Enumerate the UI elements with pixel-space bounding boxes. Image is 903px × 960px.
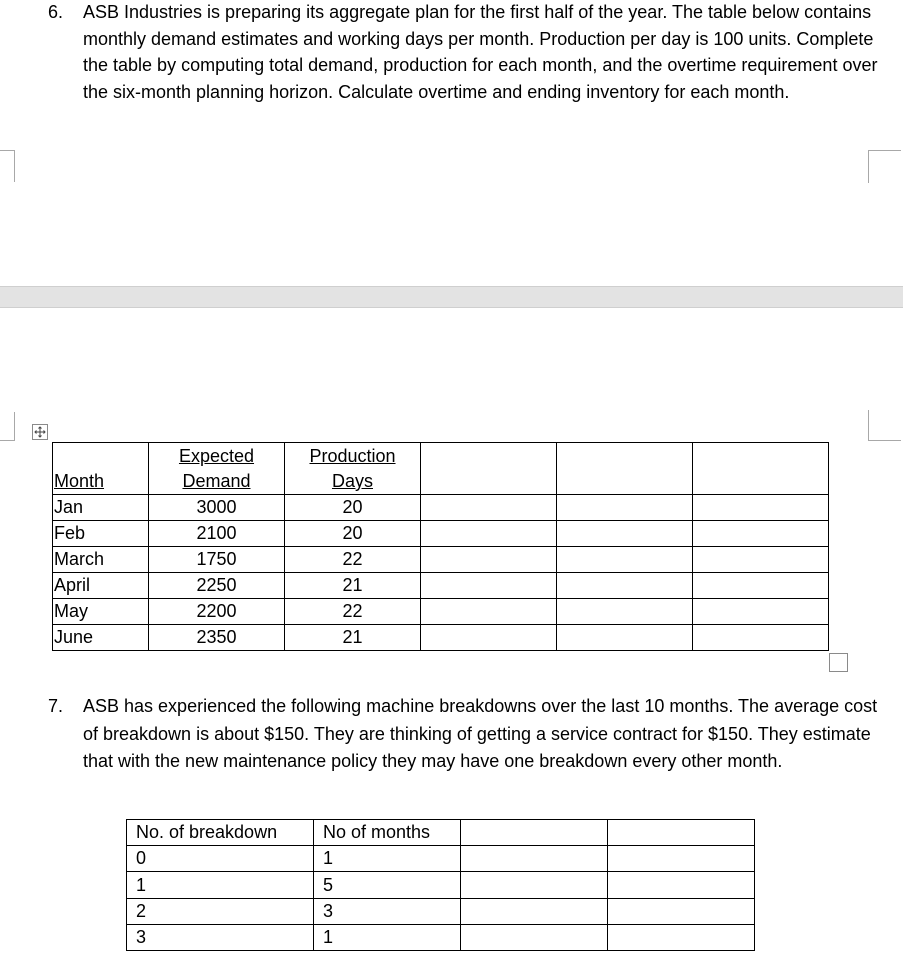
- month-cell: May: [53, 599, 149, 625]
- empty-cell[interactable]: [421, 547, 557, 573]
- header-breakdowns: No. of breakdown: [127, 820, 314, 846]
- question-7-number: 7.: [48, 696, 64, 716]
- table-row: [53, 573, 829, 599]
- table-header-row: [53, 443, 829, 495]
- demand-cell: 1750: [149, 547, 285, 573]
- month-cell: June: [53, 625, 149, 651]
- table-row: [53, 625, 829, 651]
- crop-mark-top-left: [0, 150, 15, 182]
- days-cell: 21: [285, 573, 421, 599]
- demand-cell: 3000: [149, 495, 285, 521]
- empty-cell[interactable]: [461, 898, 608, 924]
- empty-cell[interactable]: [421, 495, 557, 521]
- breakdowns-cell: 1: [127, 872, 314, 898]
- table-row: [127, 872, 755, 898]
- breakdown-table: [126, 819, 755, 951]
- empty-cell[interactable]: [421, 625, 557, 651]
- empty-cell[interactable]: [557, 547, 693, 573]
- header-expected-demand: Expected Demand: [149, 443, 285, 495]
- table-move-handle-icon[interactable]: [32, 424, 48, 440]
- empty-cell[interactable]: [693, 495, 829, 521]
- empty-cell[interactable]: [421, 443, 557, 495]
- empty-cell[interactable]: [693, 599, 829, 625]
- demand-cell: 2100: [149, 521, 285, 547]
- empty-cell[interactable]: [461, 924, 608, 950]
- months-cell: 3: [314, 898, 461, 924]
- empty-cell[interactable]: [608, 924, 755, 950]
- table-row: [53, 599, 829, 625]
- empty-cell[interactable]: [557, 443, 693, 495]
- months-cell: 1: [314, 846, 461, 872]
- days-cell: 21: [285, 625, 421, 651]
- question-6-text: ASB Industries is preparing its aggregate plan for the first half of the year. The table below contains monthly demand estimates and working days per month. Production per day is 100 units. Complete the table by computing total demand, production for each month, and the overtime requirement over the six-month planning horizon. Calculate overtime and ending inventory for each month.: [83, 2, 878, 102]
- empty-cell[interactable]: [693, 443, 829, 495]
- months-cell: 1: [314, 924, 461, 950]
- empty-cell[interactable]: [608, 820, 755, 846]
- empty-cell[interactable]: [608, 872, 755, 898]
- empty-cell[interactable]: [608, 898, 755, 924]
- month-cell: Feb: [53, 521, 149, 547]
- header-month: Month: [53, 443, 149, 495]
- days-cell: 20: [285, 495, 421, 521]
- empty-cell[interactable]: [693, 547, 829, 573]
- table-row: [53, 495, 829, 521]
- crop-mark-top-right: [868, 150, 901, 183]
- table-header-row: [127, 820, 755, 846]
- empty-cell[interactable]: [557, 599, 693, 625]
- table-row: [127, 898, 755, 924]
- empty-cell[interactable]: [557, 573, 693, 599]
- table-row: [53, 547, 829, 573]
- header-months: No of months: [314, 820, 461, 846]
- empty-cell[interactable]: [421, 573, 557, 599]
- table-row: [127, 846, 755, 872]
- days-cell: 22: [285, 547, 421, 573]
- empty-cell[interactable]: [421, 599, 557, 625]
- month-cell: Jan: [53, 495, 149, 521]
- empty-cell[interactable]: [461, 820, 608, 846]
- empty-cell[interactable]: [608, 846, 755, 872]
- empty-cell[interactable]: [693, 573, 829, 599]
- breakdowns-cell: 2: [127, 898, 314, 924]
- demand-cell: 2350: [149, 625, 285, 651]
- demand-cell: 2250: [149, 573, 285, 599]
- empty-cell[interactable]: [557, 495, 693, 521]
- month-cell: April: [53, 573, 149, 599]
- empty-cell[interactable]: [421, 521, 557, 547]
- table-row: [53, 521, 829, 547]
- question-7-text: ASB has experienced the following machine breakdowns over the last 10 months. The average cost of breakdown is about $150. They are thinking of getting a service contract for $150. They estimate that with the new maintenance policy they may have one breakdown every other month.: [83, 696, 878, 771]
- empty-cell[interactable]: [461, 872, 608, 898]
- empty-cell[interactable]: [693, 521, 829, 547]
- crop-mark-bottom-right: [868, 410, 901, 441]
- aggregate-plan-table: [52, 442, 829, 651]
- days-cell: 22: [285, 599, 421, 625]
- breakdowns-cell: 3: [127, 924, 314, 950]
- page-separator: [0, 286, 903, 308]
- empty-cell[interactable]: [461, 846, 608, 872]
- breakdowns-cell: 0: [127, 846, 314, 872]
- table-resize-handle[interactable]: [829, 653, 848, 672]
- crop-mark-bottom-left: [0, 412, 15, 441]
- table-row: [127, 924, 755, 950]
- months-cell: 5: [314, 872, 461, 898]
- demand-cell: 2200: [149, 599, 285, 625]
- header-production-days: Production Days: [285, 443, 421, 495]
- empty-cell[interactable]: [693, 625, 829, 651]
- empty-cell[interactable]: [557, 625, 693, 651]
- days-cell: 20: [285, 521, 421, 547]
- question-6-number: 6.: [48, 2, 64, 22]
- month-cell: March: [53, 547, 149, 573]
- empty-cell[interactable]: [557, 521, 693, 547]
